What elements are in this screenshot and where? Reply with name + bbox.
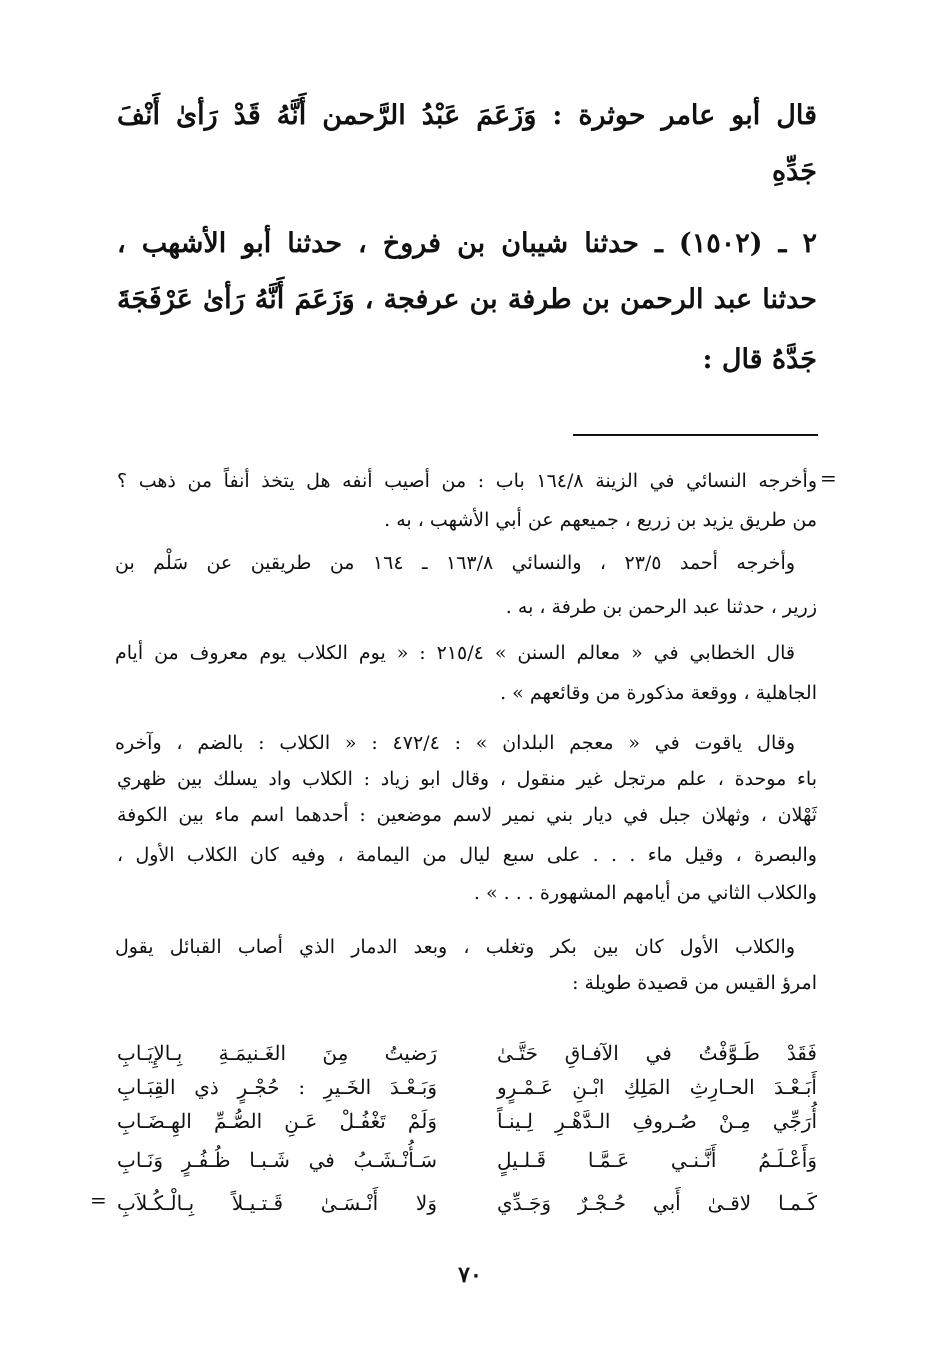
footnote-line-8: باء موحدة ، علم مرتجل غير منقول ، وقال ابو زياد : الكلاب واد يسلك بين ظهري	[117, 768, 817, 790]
verse-1-first-hemistich: فَقَدْ طَـوَّفْتُ في الآفـاقِ حَتَّـىٰ	[497, 1041, 817, 1065]
footnote-line-1: وأخرجه النسائي في الزينة ١٦٤/٨ باب : من أصيب أنفه هل يتخذ أنفاً من ذهب ؟	[117, 470, 817, 492]
verse-2-second-hemistich: وَبَـعْـدَ الخَـيرِ : حُجْـرٍ ذي القِبَـابِ	[117, 1075, 437, 1099]
verse-3-second-hemistich: وَلَمْ تَغْفُـلْ عَـنِ الصُّـمِّ الهِـضَـابِ	[117, 1109, 437, 1133]
body-line-1: قال أبو عامر حوثرة : وَزَعَمَ عَبْدُ الرَّحمن أَنَّهُ قَدْ رَأىٰ أَنْفَ	[117, 100, 817, 131]
verse-4-second-hemistich: سَـأُنْـشَـبُ في شَـبـا ظُـفُـرٍ وَنَـابِ	[117, 1148, 437, 1172]
verse-4-first-hemistich: وَأَعْـلَـمُ أَنَّـنـي عَـمَّـا قَـلـيلٍ	[497, 1148, 817, 1172]
footnote-line-7: وقال ياقوت في « معجم البلدان » : ٤٧٢/٤ : « الكلاب : بالضم ، وآخره	[115, 732, 795, 754]
verse-5-second-hemistich: وَلا أَنْـسَـىٰ قَـتـيـلاً بِـالْـكُـلاَبِ	[117, 1191, 437, 1215]
footnote-line-6: الجاهلية ، ووقعة مذكورة من وقائعهم » .	[500, 682, 817, 704]
footnote-separator	[573, 434, 818, 436]
footnote-continuation-mark: =	[820, 466, 837, 490]
footnote-line-9: ثَهْلان ، وثهلان جبل في ديار بني نمير لاسم موضعين : أحدهما اسم ماء بين الكوفة	[117, 804, 817, 826]
footnote-line-13: امرؤ القيس من قصيدة طويلة :	[572, 972, 817, 994]
body-line-3: ٢ ـ (١٥٠٢) ـ حدثنا شيبان بن فروخ ، حدثنا أبو الأشهب ،	[117, 228, 817, 259]
body-line-4: حدثنا عبد الرحمن بن طرفة بن عرفجة ، وَزَعَمَ أَنَّهُ رَأىٰ عَرْفَجَةَ	[117, 284, 817, 315]
page-number: ٧٠	[458, 1262, 482, 1288]
verse-3-first-hemistich: أُرَجِّي مِـنْ صُـروفِ الـدَّهْـرِ لِـينـاً	[497, 1109, 817, 1133]
verse-5-first-hemistich: كَـمـا لاقـىٰ أَبي حُـجْـرٌ وَجَـدِّي	[497, 1191, 817, 1215]
footnote-line-5: قال الخطابي في « معالم السنن » ٢١٥/٤ : « يوم الكلاب يوم معروف من أيام	[115, 642, 796, 664]
footnote-line-2: من طريق يزيد بن زريع ، جميعهم عن أبي الأشهب ، به .	[384, 509, 817, 531]
poem-continuation-mark: =	[90, 1188, 107, 1212]
verse-1-second-hemistich: رَضيتُ مِنَ الغَـنيمَـةِ بِـالإِيَـابِ	[117, 1041, 437, 1065]
footnote-line-10: والبصرة ، وقيل ماء . . . على سبع ليال من اليمامة ، وفيه كان الكلاب الأول ،	[117, 844, 817, 866]
footnote-line-4: زرير ، حدثنا عبد الرحمن بن طرفة ، به .	[505, 596, 817, 618]
body-line-2: جَدِّهِ	[771, 156, 817, 187]
footnote-line-11: والكلاب الثاني من أيامهم المشهورة . . . » .	[473, 882, 817, 904]
body-line-5: جَدَّهُ قال :	[702, 344, 817, 375]
verse-2-first-hemistich: أَبَـعْـدَ الحـارِثِ المَلِكِ ابْـنِ عَـمْـرٍو	[497, 1075, 817, 1099]
footnote-line-3: وأخرجه أحمد ٢٣/٥ ، والنسائي ١٦٣/٨ ـ ١٦٤ من طريقين عن سَلْم بن	[115, 552, 795, 574]
footnote-line-12: والكلاب الأول كان بين بكر وتغلب ، وبعد الدمار الذي أصاب القبائل يقول	[115, 936, 795, 958]
